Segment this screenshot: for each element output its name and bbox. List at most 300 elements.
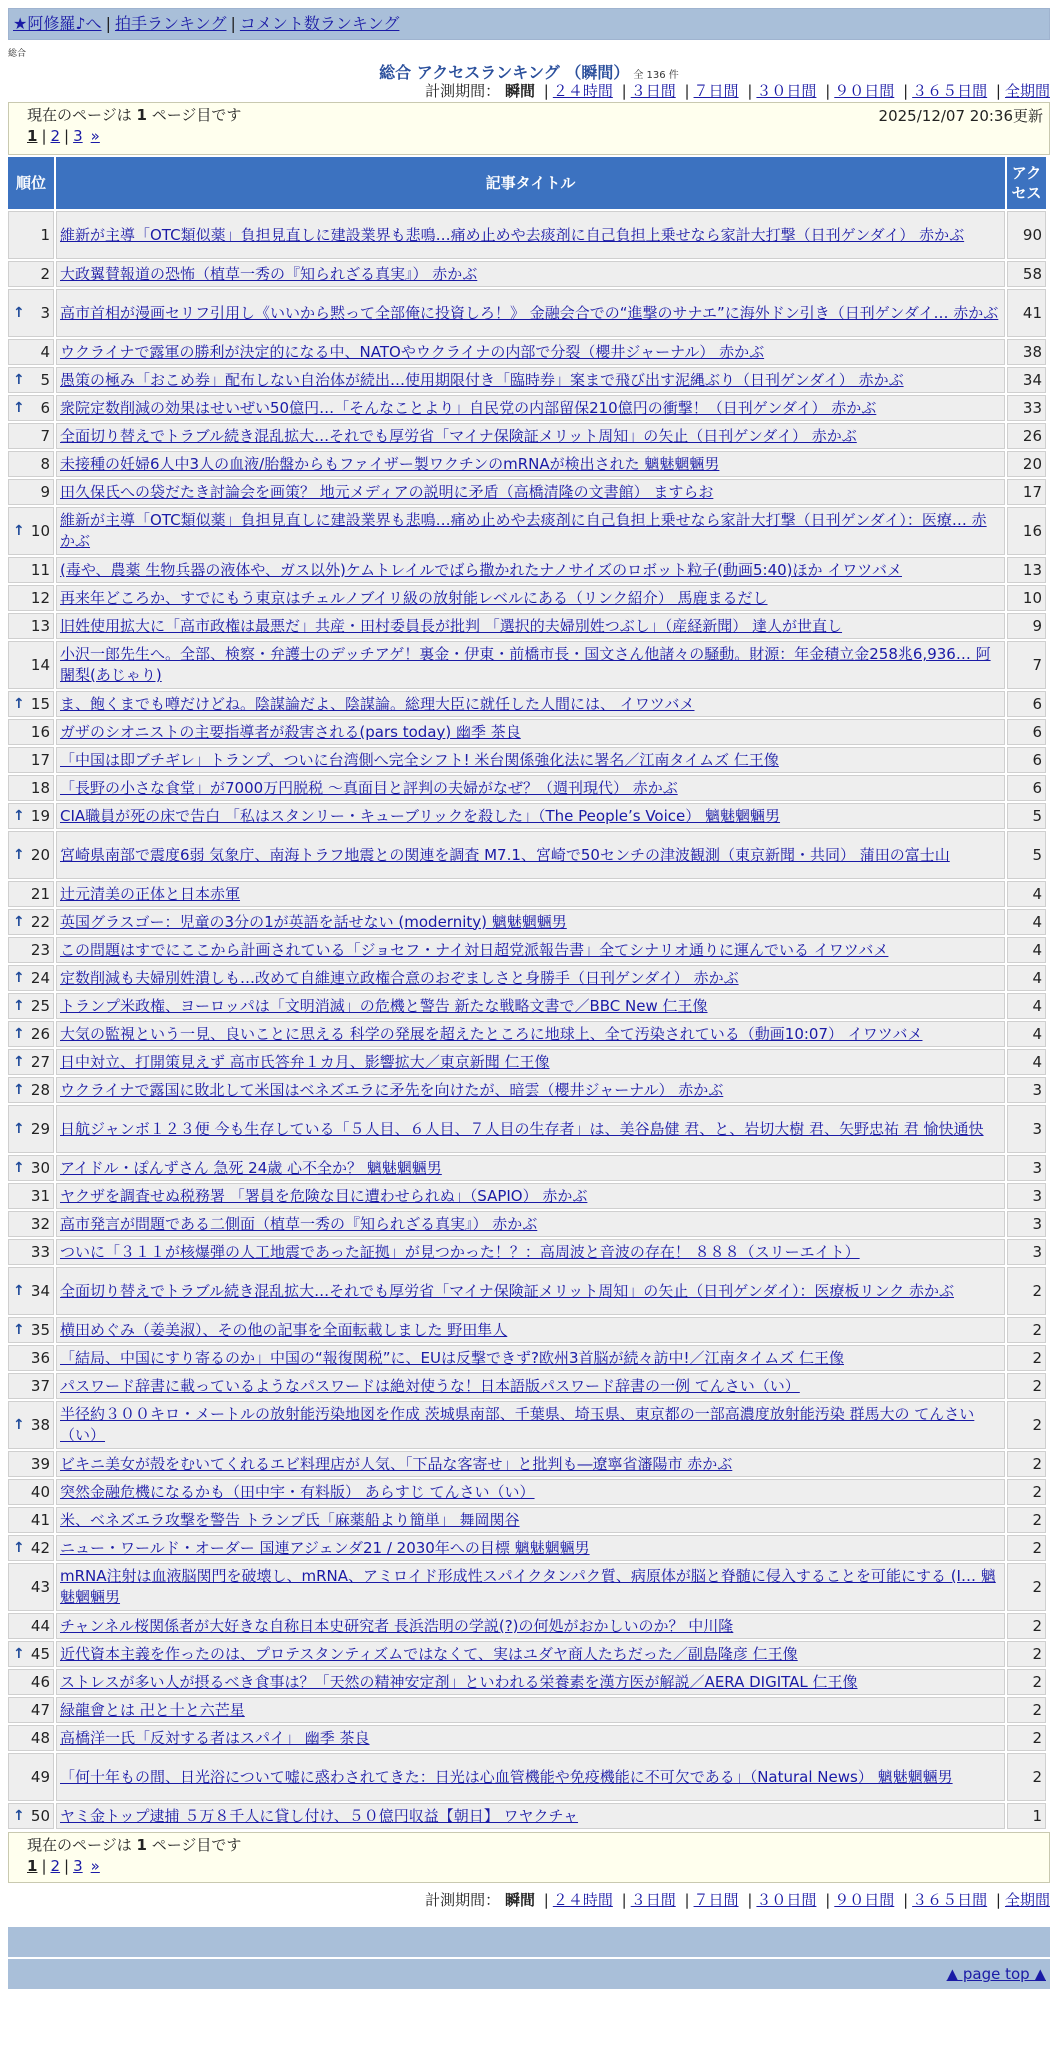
article-link[interactable]: 愚策の極み「おこめ券」配布しない自治体が続出…使用期限付き「臨時券」案まで飛び出す泥縄ぶり（日刊ゲンダイ） 赤かぶ (60, 370, 904, 389)
title-cell (56, 719, 1005, 745)
table-row (8, 1803, 1046, 1829)
page-link-next[interactable]: » (90, 127, 100, 145)
rank-cell (8, 1373, 54, 1399)
article-link[interactable]: 維新が主導「OTC類似薬」負担見直しに建設業界も悲鳴…痛め止めや去痰剤に自己負担上乗せなら家計大打撃（日刊ゲンダイ）：医療… 赤かぶ (60, 511, 987, 550)
rank-number: 44 (30, 1616, 50, 1635)
category-label: 総合 (8, 49, 27, 59)
title-cell (56, 1077, 1005, 1103)
table-row (8, 1451, 1046, 1477)
table-row (8, 339, 1046, 365)
title-cell (56, 1697, 1005, 1723)
table-row (8, 1155, 1046, 1181)
rank-up-arrow-icon: ↑ (13, 400, 25, 416)
title-cell (56, 937, 1005, 963)
title-cell (56, 507, 1005, 555)
article-link[interactable]: 緑龍會とは 卍と十と六芒星 (60, 1700, 245, 1719)
access-count: 41 (1007, 289, 1046, 337)
title-cell (56, 881, 1005, 907)
rank-cell (8, 1507, 54, 1533)
rank-number: 36 (30, 1348, 50, 1367)
table-row (8, 1613, 1046, 1639)
rank-up-arrow-icon: ↑ (13, 1322, 25, 1338)
article-link[interactable]: 日航ジャンボ１２３便 今も生存している「５人目、６人目、７人目の生存者」は、美谷島健 君、と、岩切大樹 君、矢野忠祐 君 愉快通快 (60, 1119, 984, 1138)
total-count: 全 136 件 (633, 70, 679, 81)
rank-cell (8, 1239, 54, 1265)
access-count: 2 (1007, 1507, 1046, 1533)
access-count: 2 (1007, 1267, 1046, 1315)
rank-cell (8, 719, 54, 745)
article-link[interactable]: 突然金融危機になるかも（田中宇・有料版） あらすじ てんさい（い） (60, 1482, 535, 1501)
rank-number: 20 (30, 845, 50, 864)
access-count: 2 (1007, 1753, 1046, 1801)
rank-number: 28 (30, 1080, 50, 1099)
page-link-next[interactable]: » (90, 1857, 100, 1875)
title-cell (56, 691, 1005, 717)
access-count: 2 (1007, 1345, 1046, 1371)
period-current: 瞬間 (504, 1891, 535, 1909)
rank-number: 42 (30, 1538, 50, 1557)
article-link[interactable]: 高橋洋一氏「反対する者はスパイ」 幽季 茶良 (60, 1728, 370, 1747)
access-count: 2 (1007, 1401, 1046, 1449)
title-cell (56, 395, 1005, 421)
rank-number: 13 (30, 616, 50, 635)
access-count: 4 (1007, 881, 1046, 907)
table-row (8, 261, 1046, 287)
page-nav: 1 | 2 | 3 » (27, 1857, 100, 1875)
title-cell (56, 965, 1005, 991)
access-count: 4 (1007, 909, 1046, 935)
article-link[interactable]: ついに「３１１が核爆弾の人工地震であった証拠」が見つかった！？：高周波と音波の存在！ ８８８（スリーエイト） (60, 1242, 860, 1261)
access-count: 3 (1007, 1155, 1046, 1181)
article-link[interactable]: 維新が主導「OTC類似薬」負担見直しに建設業界も悲鳴…痛め止めや去痰剤に自己負担上乗せなら家計大打撃（日刊ゲンダイ） 赤かぶ (60, 225, 965, 244)
rank-number: 27 (30, 1052, 50, 1071)
rank-number: 30 (30, 1158, 50, 1177)
period-link-30d[interactable]: ３０日間 (756, 1891, 817, 1909)
access-count: 6 (1007, 775, 1046, 801)
title-cell (56, 1183, 1005, 1209)
table-row (8, 1317, 1046, 1343)
rank-number: 39 (30, 1454, 50, 1473)
table-row (8, 937, 1046, 963)
title-cell (56, 1725, 1005, 1751)
rank-number: 18 (30, 778, 50, 797)
access-count: 10 (1007, 585, 1046, 611)
article-link[interactable]: アイドル・ぽんずさん 急死 24歳 心不全か？ 魑魅魍魎男 (60, 1158, 442, 1177)
article-link[interactable]: 半径約３００キロ・メートルの放射能汚染地図を作成 茨城県南部、千葉県、埼玉県、東京都の一部高濃度放射能汚染 群馬大の てんさい（い） (60, 1405, 975, 1444)
table-row (8, 719, 1046, 745)
table-row (8, 1267, 1046, 1315)
table-row (8, 1345, 1046, 1371)
rank-number: 48 (30, 1728, 50, 1747)
rank-cell (8, 1479, 54, 1505)
table-row (8, 909, 1046, 935)
rank-number: 49 (30, 1767, 50, 1786)
table-row (8, 211, 1046, 259)
rank-cell (8, 1641, 54, 1667)
rank-cell (8, 691, 54, 717)
period-link-7d[interactable]: ７日間 (693, 82, 739, 100)
rank-cell (8, 1267, 54, 1315)
title-cell (56, 1401, 1005, 1449)
rank-cell (8, 1613, 54, 1639)
table-row (8, 613, 1046, 639)
title-cell (56, 1105, 1005, 1153)
period-link-7d[interactable]: ７日間 (693, 1891, 739, 1909)
rank-number: 21 (30, 884, 50, 903)
article-link[interactable]: 全面切り替えでトラブル続き混乱拡大…それでも厚労省「マイナ保険証メリット周知」の矢止（日刊ゲンダイ） 赤かぶ (60, 426, 857, 445)
article-link[interactable]: チャンネル桜関係者が大好きな自称日本史研究者 長浜浩明の学説(?)の何処がおかしいのか？ 中川隆 (60, 1616, 734, 1635)
rank-cell (8, 965, 54, 991)
rank-cell (8, 1105, 54, 1153)
title-cell (56, 1211, 1005, 1237)
table-row (8, 1725, 1046, 1751)
rank-cell (8, 211, 54, 259)
access-count: 17 (1007, 479, 1046, 505)
title-cell (56, 1753, 1005, 1801)
access-count: 6 (1007, 719, 1046, 745)
article-link[interactable]: ニュー・ワールド・オーダー 国連アジェンダ21 / 2030年への目標 魑魅魍魎男 (60, 1538, 590, 1557)
rank-number: 19 (30, 806, 50, 825)
article-link[interactable]: ストレスが多い人が摂るべき食事は？「天然の精神安定剤」といわれる栄養素を漢方医が解説／AERA DIGITAL 仁王像 (60, 1672, 858, 1691)
access-count: 2 (1007, 1451, 1046, 1477)
rank-cell (8, 937, 54, 963)
table-row (8, 451, 1046, 477)
title-cell (56, 585, 1005, 611)
rank-cell (8, 585, 54, 611)
table-row (8, 965, 1046, 991)
access-count: 2 (1007, 1613, 1046, 1639)
article-link[interactable]: パスワード辞書に載っているようなパスワードは絶対使うな！日本語版パスワード辞書の一例 てんさい（い） (60, 1376, 800, 1395)
table-row (8, 641, 1046, 689)
period-link-365d[interactable]: ３６５日間 (912, 1891, 988, 1909)
access-count: 4 (1007, 965, 1046, 991)
table-row (8, 691, 1046, 717)
header-count: アクセス (1007, 157, 1046, 209)
article-link[interactable]: 「中国は即ブチギレ」トランプ、ついに台湾側へ完全シフト! 米台関係強化法に署名／江南タイムズ 仁王像 (60, 750, 779, 769)
rank-cell (8, 803, 54, 829)
period-link-90d[interactable]: ９０日間 (834, 1891, 895, 1909)
title-cell (56, 1669, 1005, 1695)
separator: | (105, 14, 111, 33)
access-count: 2 (1007, 1563, 1046, 1611)
period-label: 計測期間： (425, 82, 501, 100)
article-link[interactable]: ウクライナで露国に敗北して米国はベネズエラに矛先を向けたが、暗雲（櫻井ジャーナル） 赤かぶ (60, 1080, 724, 1099)
article-link[interactable]: 米、ベネズエラ攻撃を警告 トランプ氏「麻薬船より簡単」 舞岡関谷 (60, 1510, 520, 1529)
rank-up-arrow-icon: ↑ (13, 847, 25, 863)
rank-cell (8, 881, 54, 907)
article-link[interactable]: 「結局、中国にすり寄るのか」中国の“報復関税”に、EUは反撃できず?欧州3首脳が続々訪中!／江南タイムズ 仁王像 (60, 1348, 844, 1367)
period-link-all[interactable]: 全期間 (1004, 82, 1050, 100)
access-count: 2 (1007, 1669, 1046, 1695)
table-row (8, 1669, 1046, 1695)
rank-cell (8, 1697, 54, 1723)
rank-cell (8, 831, 54, 879)
title-cell (56, 1803, 1005, 1829)
period-link-365d[interactable]: ３６５日間 (912, 82, 988, 100)
article-link[interactable]: 旧姓使用拡大に「高市政権は最悪だ」共産・田村委員長が批判 「選択的夫婦別姓つぶし」（産経新聞） 達人が世直し (60, 616, 843, 635)
header-rank: 順位 (8, 157, 54, 209)
page-link-3[interactable]: 3 (73, 1857, 83, 1875)
article-link[interactable]: ガザのシオニストの主要指導者が殺害される(pars today) 幽季 茶良 (60, 722, 521, 741)
title-cell (56, 1267, 1005, 1315)
rank-number: 5 (40, 370, 50, 389)
article-link[interactable]: 宮崎県南部で震度6弱 気象庁、南海トラフ地震との関連を調査 M7.1、宮崎で50センチの津波観測（東京新聞・共同） 蒲田の富士山 (60, 845, 950, 864)
top-nav-bar (8, 8, 1050, 40)
access-count: 5 (1007, 831, 1046, 879)
access-count: 2 (1007, 1725, 1046, 1751)
table-row (8, 1563, 1046, 1611)
rank-cell (8, 1725, 54, 1751)
page-link-2[interactable]: 2 (50, 127, 61, 145)
rank-number: 2 (40, 264, 50, 283)
article-link[interactable]: ヤミ金トップ逮捕 ５万８千人に貸し付け、５０億円収益【朝日】 ワヤクチャ (60, 1806, 579, 1825)
nav-link-asyura[interactable]: ★阿修羅♪へ (13, 14, 102, 33)
period-link-30d[interactable]: ３０日間 (756, 82, 817, 100)
title-cell (56, 1317, 1005, 1343)
rank-number: 11 (30, 560, 50, 579)
rank-number: 40 (30, 1482, 50, 1501)
rank-up-arrow-icon: ↑ (13, 1121, 25, 1137)
rank-number: 47 (30, 1700, 50, 1719)
rank-cell (8, 339, 54, 365)
table-row (8, 1077, 1046, 1103)
title-cell (56, 339, 1005, 365)
article-link[interactable]: 再来年どころか、すでにもう東京はチェルノブイリ級の放射能レベルにある（リンク紹介） 馬鹿まるだし (60, 588, 768, 607)
access-count: 2 (1007, 1535, 1046, 1561)
article-link[interactable]: mRNA注射は血液脳関門を破壊し、mRNA、アミロイド形成性スパイクタンパク質、病原体が脳と脊髄に侵入することを可能にする (I… 魑魅魍魎男 (60, 1567, 996, 1606)
title-cell (56, 289, 1005, 337)
rank-cell (8, 1077, 54, 1103)
article-link[interactable]: ウクライナで露軍の勝利が決定的になる中、NATOやウクライナの内部で分裂（櫻井ジャーナル） 赤かぶ (60, 342, 765, 361)
access-count: 4 (1007, 937, 1046, 963)
period-link-90d[interactable]: ９０日間 (834, 82, 895, 100)
title-cell (56, 1535, 1005, 1561)
title-cell (56, 423, 1005, 449)
page-link-current: 1 (27, 127, 38, 145)
article-link[interactable]: 衆院定数削減の効果はせいぜい50億円…「そんなことより」自民党の内部留保210億円の衝撃！（日刊ゲンダイ） 赤かぶ (60, 398, 877, 417)
access-count: 3 (1007, 1105, 1046, 1153)
pagination-top (8, 102, 1050, 155)
table-row (8, 1753, 1046, 1801)
access-count: 2 (1007, 1317, 1046, 1343)
title-cell (56, 747, 1005, 773)
current-page-number: 1 (136, 1836, 147, 1854)
access-count: 26 (1007, 423, 1046, 449)
article-link[interactable]: 定数削減も夫婦別姓潰しも…改めて自維連立政権合意のおぞましさと身勝手（日刊ゲンダイ） 赤かぶ (60, 968, 739, 987)
article-link[interactable]: 近代資本主義を作ったのは、プロテスタンティズムではなくて、実はユダヤ商人たちだった／副島隆彦 仁王像 (60, 1644, 798, 1663)
page-link-2[interactable]: 2 (50, 1857, 61, 1875)
period-link-24h[interactable]: ２４時間 (552, 82, 613, 100)
rank-cell (8, 993, 54, 1019)
page-nav: 1 | 2 | 3 » (27, 127, 100, 145)
rank-cell (8, 1049, 54, 1075)
article-link[interactable]: ま、飽くまでも噂だけどね。陰謀論だよ、陰謀論。総理大臣に就任した人間には、 イワツバメ (60, 694, 695, 713)
access-count: 7 (1007, 641, 1046, 689)
rank-cell (8, 395, 54, 421)
period-link-3d[interactable]: ３日間 (630, 82, 676, 100)
access-count: 6 (1007, 691, 1046, 717)
header-title: 記事タイトル (56, 157, 1005, 209)
access-count: 4 (1007, 1021, 1046, 1047)
rank-up-arrow-icon: ↑ (13, 696, 25, 712)
period-link-all[interactable]: 全期間 (1004, 1891, 1050, 1909)
table-row (8, 557, 1046, 583)
title-cell (56, 1641, 1005, 1667)
article-link[interactable]: トランプ米政権、ヨーロッパは「文明消滅」の危機と警告 新たな戦略文書で／BBC New 仁王像 (60, 996, 708, 1015)
rank-cell (8, 747, 54, 773)
article-link[interactable]: 高市首相が漫画セリフ引用し《いいから黙って全部俺に投資しろ！》 金融会合での“進撃のサナエ”に海外ドン引き（日刊ゲンダイ… 赤かぶ (60, 303, 999, 322)
rank-cell (8, 1345, 54, 1371)
period-selector: 計測期間： 瞬間 | ２４時間 | ３日間 | ７日間 | ３０日間 | ９０日間 | ３６５日間 | 全期間 (425, 82, 1050, 100)
title-cell (56, 211, 1005, 259)
period-link-3d[interactable]: ３日間 (630, 1891, 676, 1909)
article-link[interactable]: 大政翼賛報道の恐怖（植草一秀の『知られざる真実』） 赤かぶ (60, 264, 478, 283)
article-link[interactable]: 辻元清美の正体と日本赤軍 (60, 884, 241, 903)
rank-up-arrow-icon: ↑ (13, 914, 25, 930)
table-row (8, 289, 1046, 337)
access-count: 5 (1007, 803, 1046, 829)
article-link[interactable]: 日中対立、打開策見えず 高市氏答弁１カ月、影響拡大／東京新聞 仁王像 (60, 1052, 550, 1071)
rank-number: 41 (30, 1510, 50, 1529)
title-cell (56, 1479, 1005, 1505)
rank-number: 4 (40, 342, 50, 361)
rank-up-arrow-icon: ↑ (13, 998, 25, 1014)
rank-up-arrow-icon: ↑ (13, 305, 25, 321)
article-link[interactable]: 小沢一郎先生へ。全部、検察・弁護士のデッチアゲ！裏金・伊東・前橋市長・国文さん他諸々の騒動。財源：年金積立金258兆6,936… 阿闍梨(あじゃり) (60, 645, 991, 684)
access-count: 4 (1007, 1049, 1046, 1075)
rank-cell (8, 1451, 54, 1477)
rank-cell (8, 479, 54, 505)
article-link[interactable]: CIA職員が死の床で告白 「私はスタンリー・キューブリックを殺した」（The People’s Voice） 魑魅魍魎男 (60, 806, 781, 825)
rank-number: 35 (30, 1320, 50, 1339)
pagination-bottom (8, 1832, 1050, 1883)
table-row (8, 585, 1046, 611)
rank-number: 24 (30, 968, 50, 987)
nav-link-comment-ranking[interactable]: コメント数ランキング (239, 14, 400, 33)
rank-up-arrow-icon: ↑ (13, 1082, 25, 1098)
page-status: 現在のページは 1 ページ目です (27, 106, 242, 124)
article-link[interactable]: 田久保氏への袋だたき討論会を画策？ 地元メディアの説明に矛盾（高橋清隆の文書館） ますらお (60, 482, 714, 501)
rank-cell (8, 289, 54, 337)
title-cell (56, 1507, 1005, 1533)
table-row (8, 803, 1046, 829)
rank-cell (8, 775, 54, 801)
rank-number: 22 (30, 912, 50, 931)
ranking-table (6, 155, 1048, 1831)
access-count: 2 (1007, 1697, 1046, 1723)
table-row (8, 1641, 1046, 1667)
title-cell (56, 993, 1005, 1019)
table-row (8, 1239, 1046, 1265)
title-cell (56, 1451, 1005, 1477)
access-count: 2 (1007, 1479, 1046, 1505)
rank-up-arrow-icon: ↑ (13, 1283, 25, 1299)
rank-up-arrow-icon: ↑ (13, 970, 25, 986)
table-row (8, 1105, 1046, 1153)
rank-number: 34 (30, 1281, 50, 1300)
rank-cell (8, 1021, 54, 1047)
article-link[interactable]: ビキニ美女が殻をむいてくれるエビ料理店が人気、「下品な客寄せ」と批判も―遼寧省瀋陽市 赤かぶ (60, 1454, 733, 1473)
ranking-body (8, 211, 1046, 1829)
rank-cell (8, 507, 54, 555)
rank-number: 32 (30, 1214, 50, 1233)
table-row (8, 1507, 1046, 1533)
table-row (8, 1373, 1046, 1399)
page-top-link[interactable]: ▲ page top ▲ (946, 1965, 1046, 1983)
page-link-3[interactable]: 3 (73, 127, 83, 145)
title-cell (56, 1613, 1005, 1639)
rank-up-arrow-icon: ↑ (13, 372, 25, 388)
article-link[interactable]: 高市発言が問題である二側面（植草一秀の『知られざる真実』） 赤かぶ (60, 1214, 538, 1233)
rank-up-arrow-icon: ↑ (13, 808, 25, 824)
access-count: 34 (1007, 367, 1046, 393)
rank-number: 45 (30, 1644, 50, 1663)
title-cell (56, 1021, 1005, 1047)
period-link-24h[interactable]: ２４時間 (552, 1891, 613, 1909)
article-link[interactable]: 未接種の妊婦6人中3人の血液/胎盤からもファイザー製ワクチンのmRNAが検出された 魑魅魍魎男 (60, 454, 720, 473)
page-status: 現在のページは 1 ページ目です (27, 1836, 242, 1854)
access-count: 16 (1007, 507, 1046, 555)
rank-cell (8, 423, 54, 449)
article-link[interactable]: 英国グラスゴー：児童の3分の1が英語を話せない (modernity) 魑魅魍魎男 (60, 912, 567, 931)
title-cell (56, 1345, 1005, 1371)
title-cell (56, 1049, 1005, 1075)
table-row (8, 881, 1046, 907)
period-label: 計測期間： (425, 1891, 501, 1909)
title-cell (56, 479, 1005, 505)
rank-up-arrow-icon: ↑ (13, 1160, 25, 1176)
rank-cell (8, 367, 54, 393)
table-row (8, 1401, 1046, 1449)
article-link[interactable]: 大気の監視という一見、良いことに思える 科学の発展を超えたところに地球上、全て汚染されている（動画10:07） イワツバメ (60, 1024, 923, 1043)
rank-number: 14 (30, 655, 50, 674)
rank-up-arrow-icon: ↑ (13, 1417, 25, 1433)
table-row (8, 993, 1046, 1019)
article-link[interactable]: この問題はすでにここから計画されている「ジョセフ・ナイ対日超党派報告書」全てシナリオ通りに運んでいる イワツバメ (60, 940, 889, 959)
period-selector-bottom: 計測期間： 瞬間 | ２４時間 | ３日間 | ７日間 | ３０日間 | ９０日間 | ３６５日間 | 全期間 (425, 1891, 1050, 1909)
article-link[interactable]: 「長野の小さな食堂」が7000万円脱税 ～真面目と評判の夫婦がなぜ？（週刊現代） 赤かぶ (60, 778, 678, 797)
table-row (8, 1183, 1046, 1209)
rank-number: 50 (30, 1806, 50, 1825)
title-cell (56, 775, 1005, 801)
rank-cell (8, 1155, 54, 1181)
rank-cell (8, 1669, 54, 1695)
rank-cell (8, 909, 54, 935)
rank-number: 46 (30, 1672, 50, 1691)
rank-cell (8, 1803, 54, 1829)
rank-number: 9 (40, 482, 50, 501)
rank-cell (8, 1211, 54, 1237)
article-link[interactable]: ヤクザを調査せぬ税務署 「署員を危険な目に遭わせられぬ」（SAPIO） 赤かぶ (60, 1186, 588, 1205)
article-link[interactable]: 横田めぐみ（姜美淑）、その他の記事を全面転載しました 野田隼人 (60, 1320, 508, 1339)
rank-number: 1 (40, 225, 50, 244)
rank-up-arrow-icon: ↑ (13, 1026, 25, 1042)
rank-number: 6 (40, 398, 50, 417)
title-cell (56, 367, 1005, 393)
title-cell (56, 831, 1005, 879)
article-link[interactable]: 「何十年もの間、日光浴について嘘に惑わされてきた：日光は心血管機能や免疫機能に不可欠である」（Natural News） 魑魅魍魎男 (60, 1767, 953, 1786)
access-count: 13 (1007, 557, 1046, 583)
article-link[interactable]: (毒や、農薬 生物兵器の液体や、ガス以外)ケムトレイルでばら撒かれたナノサイズのロボット粒子(動画5:40)ほか イワツバメ (60, 560, 902, 579)
rank-number: 10 (30, 521, 50, 540)
rank-up-arrow-icon: ↑ (13, 1054, 25, 1070)
title-cell (56, 613, 1005, 639)
rank-cell (8, 1401, 54, 1449)
article-link[interactable]: 全面切り替えでトラブル続き混乱拡大…それでも厚労省「マイナ保険証メリット周知」の矢止（日刊ゲンダイ）：医療板リンク 赤かぶ (60, 1281, 954, 1300)
nav-link-applause-ranking[interactable]: 拍手ランキング (114, 14, 227, 33)
access-count: 58 (1007, 261, 1046, 287)
table-row (8, 423, 1046, 449)
